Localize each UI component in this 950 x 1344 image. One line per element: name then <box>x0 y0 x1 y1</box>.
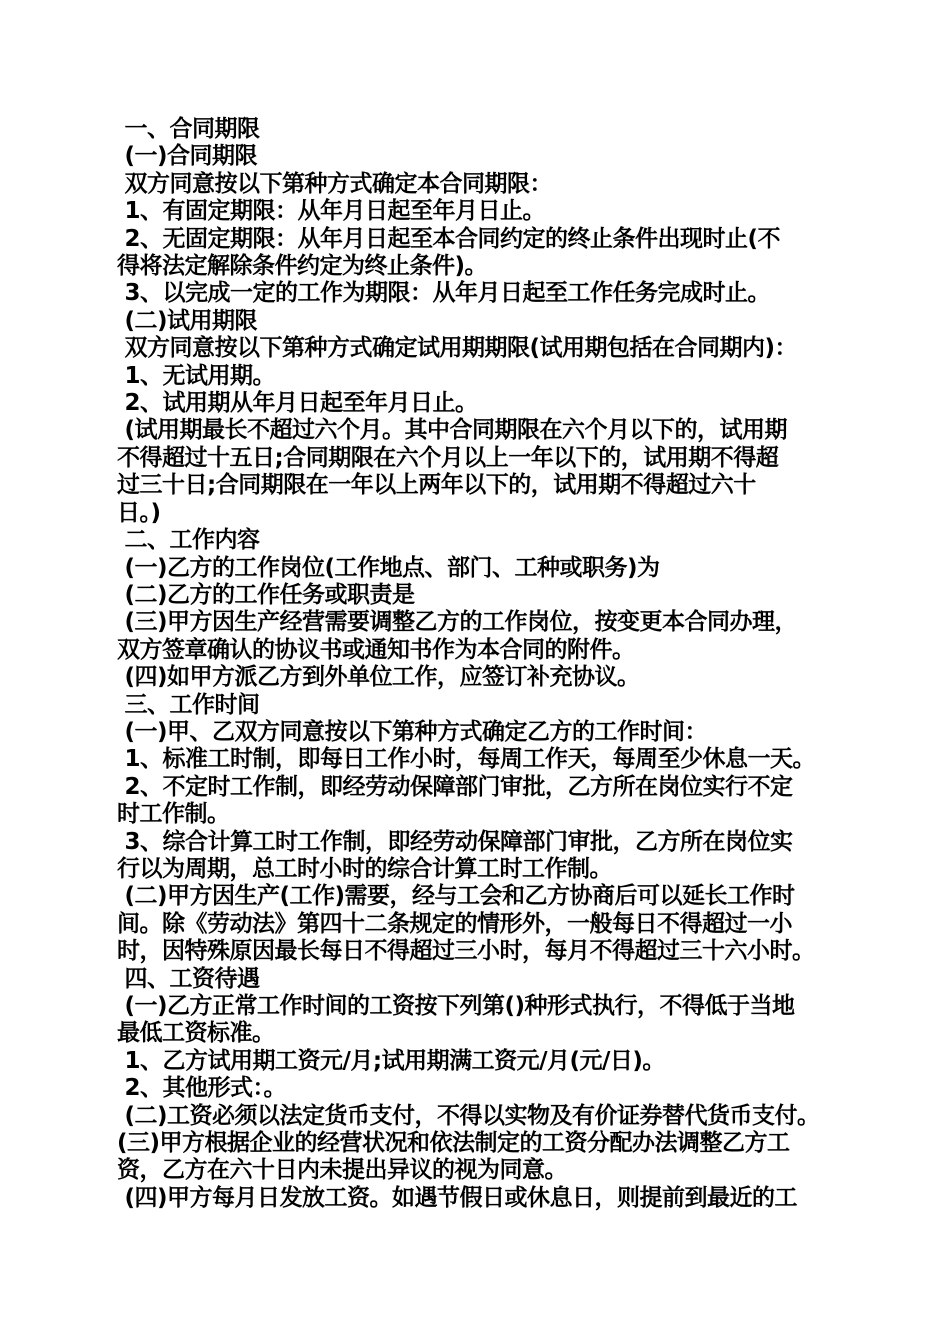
text-line: 双方签章确认的协议书或通知书作为本合同的附件。 <box>117 636 635 663</box>
text-line: (一)甲、乙双方同意按以下第种方式确定乙方的工作时间： <box>117 718 708 745</box>
text-line: (一)乙方的工作岗位(工作地点、部门、工种或职务)为 <box>117 554 660 581</box>
text-line: (一)乙方正常工作时间的工资按下列第()种形式执行，不得低于当地 <box>117 993 795 1019</box>
text-line: 过三十日;合同期限在一年以上两年以下的，试用期不得超过六十 <box>117 472 756 499</box>
text-line: 3、以完成一定的工作为期限：从年月日起至工作任务完成时止。 <box>117 280 771 307</box>
heading-wages: 四、工资待遇 <box>117 965 260 992</box>
text-line: 双方同意按以下第种方式确定本合同期限： <box>117 170 553 197</box>
text-line: (二)甲方因生产(工作)需要，经与工会和乙方协商后可以延长工作时 <box>117 883 795 910</box>
text-line: 日。) <box>117 499 161 526</box>
text-line: 间。除《劳动法》第四十二条规定的情形外，一般每日不得超过一小 <box>117 910 792 937</box>
text-line: 最低工资标准。 <box>117 1020 275 1047</box>
text-line: (四)如甲方派乙方到外单位工作，应签订补充协议。 <box>117 664 640 691</box>
text-line: 资，乙方在六十日内未提出异议的视为同意。 <box>117 1157 567 1184</box>
text-line: (三)甲方根据企业的经营状况和依法制定的工资分配办法调整乙方工 <box>117 1130 790 1157</box>
document-body <box>117 116 852 1212</box>
text-line: 3、综合计算工时工作制，即经劳动保障部门审批，乙方所在岗位实 <box>117 828 793 855</box>
heading-work-content: 二、工作内容 <box>117 527 260 554</box>
text-line: 1、有固定期限：从年月日起至年月日止。 <box>117 198 546 225</box>
text-line: 2、试用期从年月日起至年月日止。 <box>117 390 478 417</box>
text-line: 1、标准工时制，即每日工作小时，每周工作天，每周至少休息一天。 <box>117 746 816 773</box>
text-line: 得将法定解除条件约定为终止条件)。 <box>117 253 488 280</box>
heading-work-time: 三、工作时间 <box>117 691 260 718</box>
text-line: 1、乙方试用期工资元/月;试用期满工资元/月(元/日)。 <box>117 1047 665 1074</box>
text-line: (三)甲方因生产经营需要调整乙方的工作岗位，按变更本合同办理， <box>117 609 798 636</box>
text-line: 时，因特殊原因最长每日不得超过三小时，每月不得超过三十六小时。 <box>117 938 815 965</box>
text-line: 行以为周期，总工时小时的综合计算工时工作制。 <box>117 855 612 882</box>
heading-contract-term: 一、合同期限 <box>117 116 260 142</box>
subheading-probation-term: (二)试用期限 <box>117 307 258 334</box>
text-line: 时工作制。 <box>117 801 230 828</box>
text-line: 不得超过十五日;合同期限在六个月以上一年以下的，试用期不得超 <box>117 444 779 471</box>
text-line: 1、无试用期。 <box>117 362 276 389</box>
text-line: 2、其他形式：。 <box>117 1075 287 1102</box>
text-line: 2、无固定期限：从年月日起至本合同约定的终止条件出现时止(不 <box>117 225 781 252</box>
text-line: (二)工资必须以法定货币支付，不得以实物及有价证券替代货币支付。 <box>117 1102 820 1129</box>
text-line: 双方同意按以下第种方式确定试用期期限(试用期包括在合同期内)： <box>117 335 798 362</box>
text-line: (二)乙方的工作任务或职责是 <box>117 581 415 608</box>
text-line: 2、不定时工作制，即经劳动保障部门审批，乙方所在岗位实行不定 <box>117 773 793 800</box>
text-line: (四)甲方每月日发放工资。如遇节假日或休息日，则提前到最近的工 <box>117 1184 798 1211</box>
subheading-contract-term: (一)合同期限 <box>117 143 258 170</box>
text-line: (试用期最长不超过六个月。其中合同期限在六个月以下的，试用期 <box>117 417 788 444</box>
